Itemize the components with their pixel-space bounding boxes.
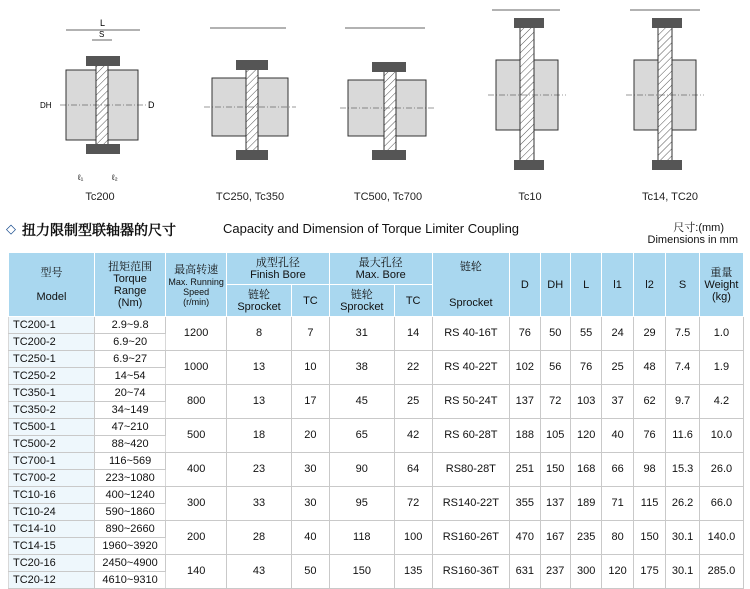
cell-model: TC200-2 <box>9 334 95 351</box>
cell-model: TC700-2 <box>9 470 95 487</box>
cell-torque: 2.9~9.8 <box>94 317 165 334</box>
dimension-table <box>8 252 744 589</box>
cell-sprocket: RS160-36T <box>432 555 510 589</box>
cell-fb-sprocket: 8 <box>227 317 292 351</box>
cell-mb-tc: 72 <box>394 487 432 521</box>
dim-label-DH: DH <box>40 101 52 110</box>
caption-tc200: Tc200 <box>85 191 115 203</box>
cell-S: 15.3 <box>666 453 700 487</box>
cell-torque: 4610~9310 <box>94 572 165 589</box>
cell-torque: 116~569 <box>94 453 165 470</box>
header-DH: DH <box>540 253 570 317</box>
cell-DH: 137 <box>540 487 570 521</box>
cell-torque: 223~1080 <box>94 470 165 487</box>
cell-D: 355 <box>510 487 540 521</box>
cell-mb-tc: 22 <box>394 351 432 385</box>
cell-torque: 1960~3920 <box>94 538 165 555</box>
cell-mb-tc: 25 <box>394 385 432 419</box>
dim-label-L: L <box>100 18 106 28</box>
cell-fb-sprocket: 33 <box>227 487 292 521</box>
cell-D: 470 <box>510 521 540 555</box>
header-max-sprocket: 链轮 Sprocket <box>329 285 394 317</box>
cell-l1: 66 <box>602 453 633 487</box>
cell-weight: 26.0 <box>699 453 743 487</box>
caption-tc14: Tc14, TC20 <box>641 191 699 203</box>
caption-tc10: Tc10 <box>518 191 542 203</box>
cell-torque: 890~2660 <box>94 521 165 538</box>
cell-S: 7.4 <box>666 351 700 385</box>
cell-torque: 47~210 <box>94 419 165 436</box>
diamond-icon: ◇ <box>6 221 16 236</box>
cell-model: TC14-15 <box>9 538 95 555</box>
cell-weight: 66.0 <box>699 487 743 521</box>
cell-sprocket: RS 40-16T <box>432 317 510 351</box>
cell-sprocket: RS 60-28T <box>432 419 510 453</box>
cell-fb-sprocket: 28 <box>227 521 292 555</box>
cell-model: TC500-1 <box>9 419 95 436</box>
cell-DH: 105 <box>540 419 570 453</box>
cell-torque: 20~74 <box>94 385 165 402</box>
header-sprocket: 链轮 Sprocket <box>432 253 510 317</box>
cell-weight: 4.2 <box>699 385 743 419</box>
table-row <box>9 487 744 504</box>
cell-model: TC20-12 <box>9 572 95 589</box>
drawing-tc250 <box>204 28 296 160</box>
cell-fb-sprocket: 13 <box>227 385 292 419</box>
cell-L: 168 <box>570 453 601 487</box>
cell-l2: 150 <box>633 521 666 555</box>
cell-weight: 1.0 <box>699 317 743 351</box>
drawing-tc500 <box>340 28 434 160</box>
cell-fb-sprocket: 13 <box>227 351 292 385</box>
cell-L: 189 <box>570 487 601 521</box>
cell-DH: 72 <box>540 385 570 419</box>
cell-l2: 115 <box>633 487 666 521</box>
header-finish-tc: TC <box>292 285 330 317</box>
header-torque: 扭矩范围 Torque Range (Nm) <box>94 253 165 317</box>
cell-l1: 25 <box>602 351 633 385</box>
cell-D: 76 <box>510 317 540 351</box>
dim-label-l1: ℓ₁ <box>78 173 84 182</box>
cell-speed: 140 <box>166 555 227 589</box>
cell-speed: 200 <box>166 521 227 555</box>
cell-model: TC200-1 <box>9 317 95 334</box>
cell-mb-sprocket: 31 <box>329 317 394 351</box>
cell-sprocket: RS 50-24T <box>432 385 510 419</box>
cell-DH: 150 <box>540 453 570 487</box>
cell-torque: 2450~4900 <box>94 555 165 572</box>
table-row <box>9 385 744 402</box>
cell-torque: 400~1240 <box>94 487 165 504</box>
cell-L: 103 <box>570 385 601 419</box>
cell-model: TC500-2 <box>9 436 95 453</box>
dim-label-S: S <box>99 30 105 39</box>
cell-mb-sprocket: 150 <box>329 555 394 589</box>
drawing-tc14 <box>626 10 704 170</box>
cell-l1: 71 <box>602 487 633 521</box>
cell-fb-tc: 10 <box>292 351 330 385</box>
dim-label-l2: ℓ₂ <box>112 173 118 182</box>
cell-l1: 40 <box>602 419 633 453</box>
cell-speed: 800 <box>166 385 227 419</box>
cell-S: 7.5 <box>666 317 700 351</box>
caption-tc500: TC500, Tc700 <box>353 191 423 203</box>
header-D: D <box>510 253 540 317</box>
cell-sprocket: RS 40-22T <box>432 351 510 385</box>
cell-model: TC20-16 <box>9 555 95 572</box>
cell-S: 9.7 <box>666 385 700 419</box>
cell-L: 235 <box>570 521 601 555</box>
cell-weight: 140.0 <box>699 521 743 555</box>
cell-mb-sprocket: 90 <box>329 453 394 487</box>
cell-DH: 237 <box>540 555 570 589</box>
cell-D: 631 <box>510 555 540 589</box>
cell-l2: 98 <box>633 453 666 487</box>
header-l1: l1 <box>602 253 633 317</box>
cell-D: 188 <box>510 419 540 453</box>
caption-tc250: TC250, Tc350 <box>215 191 285 203</box>
cell-fb-sprocket: 43 <box>227 555 292 589</box>
cell-D: 251 <box>510 453 540 487</box>
cell-l2: 76 <box>633 419 666 453</box>
cell-l2: 29 <box>633 317 666 351</box>
cell-torque: 88~420 <box>94 436 165 453</box>
cell-S: 30.1 <box>666 521 700 555</box>
drawing-tc10 <box>488 10 566 170</box>
cell-model: TC250-1 <box>9 351 95 368</box>
header-weight: 重量 Weight (kg) <box>699 253 743 317</box>
cell-model: TC10-24 <box>9 504 95 521</box>
cell-S: 30.1 <box>666 555 700 589</box>
header-max-tc: TC <box>394 285 432 317</box>
unit-chinese: 尺寸:(mm) <box>673 222 724 234</box>
cell-l1: 80 <box>602 521 633 555</box>
header-max-bore: 最大孔径 Max. Bore <box>329 253 432 285</box>
cell-DH: 167 <box>540 521 570 555</box>
cell-model: TC350-1 <box>9 385 95 402</box>
cell-sprocket: RS160-26T <box>432 521 510 555</box>
cell-speed: 1200 <box>166 317 227 351</box>
cell-mb-tc: 64 <box>394 453 432 487</box>
cell-speed: 300 <box>166 487 227 521</box>
table-row <box>9 555 744 572</box>
header-l2: l2 <box>633 253 666 317</box>
cell-mb-sprocket: 95 <box>329 487 394 521</box>
title-english: Capacity and Dimension of Torque Limiter Coupling <box>223 221 520 236</box>
cell-torque: 590~1860 <box>94 504 165 521</box>
cell-S: 26.2 <box>666 487 700 521</box>
unit-english: Dimensions in mm <box>647 234 738 246</box>
cell-fb-tc: 17 <box>292 385 330 419</box>
cell-model: TC14-10 <box>9 521 95 538</box>
cell-torque: 14~54 <box>94 368 165 385</box>
cell-D: 102 <box>510 351 540 385</box>
cell-S: 11.6 <box>666 419 700 453</box>
cell-mb-sprocket: 65 <box>329 419 394 453</box>
cell-weight: 1.9 <box>699 351 743 385</box>
table-row <box>9 521 744 538</box>
cell-mb-tc: 14 <box>394 317 432 351</box>
cell-DH: 50 <box>540 317 570 351</box>
cell-weight: 10.0 <box>699 419 743 453</box>
dim-label-D: D <box>148 100 155 110</box>
cell-fb-sprocket: 23 <box>227 453 292 487</box>
drawing-tc200 <box>40 18 155 182</box>
cell-fb-tc: 20 <box>292 419 330 453</box>
cell-torque: 34~149 <box>94 402 165 419</box>
cell-L: 300 <box>570 555 601 589</box>
cell-mb-tc: 100 <box>394 521 432 555</box>
cell-model: TC10-16 <box>9 487 95 504</box>
cell-fb-tc: 30 <box>292 487 330 521</box>
title-row <box>6 219 746 246</box>
cell-l2: 62 <box>633 385 666 419</box>
cell-l1: 24 <box>602 317 633 351</box>
header-speed: 最高转速 Max. Running Speed (r/min) <box>166 253 227 317</box>
cell-l1: 120 <box>602 555 633 589</box>
cell-l1: 37 <box>602 385 633 419</box>
table-row <box>9 419 744 436</box>
cell-mb-sprocket: 118 <box>329 521 394 555</box>
cell-L: 55 <box>570 317 601 351</box>
cell-l2: 48 <box>633 351 666 385</box>
cell-l2: 175 <box>633 555 666 589</box>
cell-weight: 285.0 <box>699 555 743 589</box>
cell-speed: 500 <box>166 419 227 453</box>
cell-model: TC250-2 <box>9 368 95 385</box>
cell-speed: 400 <box>166 453 227 487</box>
cell-fb-tc: 40 <box>292 521 330 555</box>
cell-L: 120 <box>570 419 601 453</box>
cell-mb-tc: 42 <box>394 419 432 453</box>
title-chinese: 扭力限制型联轴器的尺寸 <box>22 222 176 238</box>
cell-torque: 6.9~20 <box>94 334 165 351</box>
cell-fb-tc: 50 <box>292 555 330 589</box>
table-row <box>9 317 744 334</box>
cell-mb-tc: 135 <box>394 555 432 589</box>
table-row <box>9 453 744 470</box>
cell-fb-tc: 7 <box>292 317 330 351</box>
cell-L: 76 <box>570 351 601 385</box>
header-S: S <box>666 253 700 317</box>
coupling-drawings <box>0 0 750 212</box>
header-L: L <box>570 253 601 317</box>
cell-fb-sprocket: 18 <box>227 419 292 453</box>
cell-speed: 1000 <box>166 351 227 385</box>
table-row <box>9 351 744 368</box>
cell-model: TC350-2 <box>9 402 95 419</box>
cell-mb-sprocket: 45 <box>329 385 394 419</box>
header-model: 型号 Model <box>9 253 95 317</box>
cell-mb-sprocket: 38 <box>329 351 394 385</box>
cell-D: 137 <box>510 385 540 419</box>
cell-DH: 56 <box>540 351 570 385</box>
cell-torque: 6.9~27 <box>94 351 165 368</box>
cell-model: TC700-1 <box>9 453 95 470</box>
cell-fb-tc: 30 <box>292 453 330 487</box>
header-finish-sprocket: 链轮 Sprocket <box>227 285 292 317</box>
cell-sprocket: RS140-22T <box>432 487 510 521</box>
cell-sprocket: RS80-28T <box>432 453 510 487</box>
header-finish-bore: 成型孔径 Finish Bore <box>227 253 330 285</box>
